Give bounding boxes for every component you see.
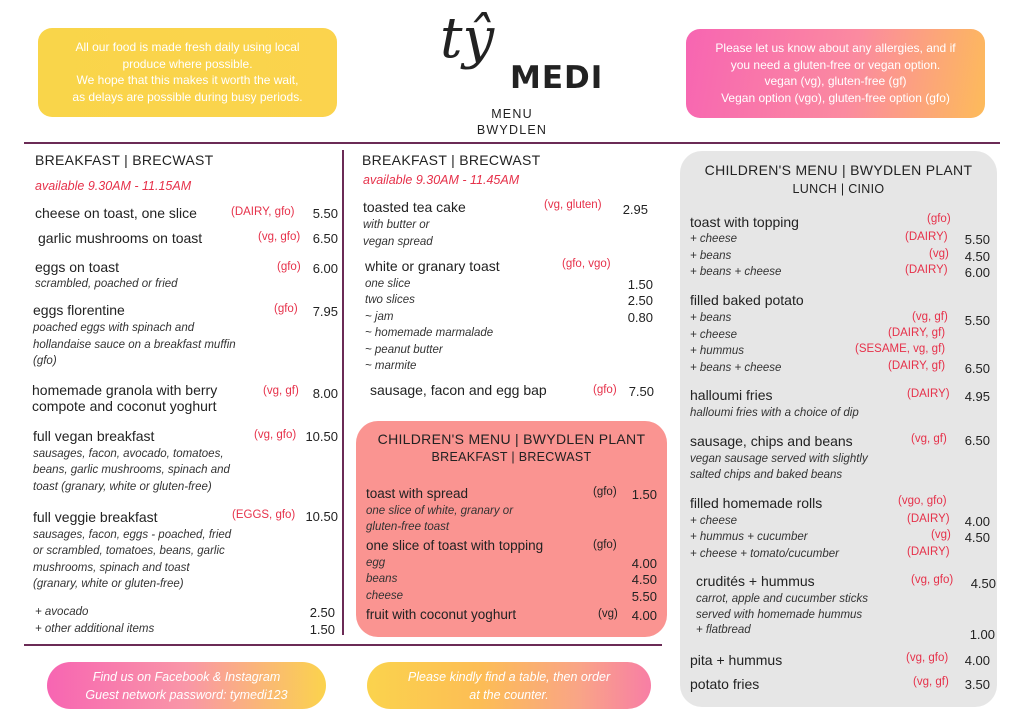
menu-item-description: sausages, facon, eggs - poached, fried: [33, 529, 232, 541]
menu-item-tag: (gfo, vgo): [562, 258, 611, 270]
column-divider: [342, 150, 344, 635]
toast-option-price: 0.80: [627, 310, 653, 325]
menu-item-name: filled homemade rolls: [690, 495, 823, 511]
menu-item-description: sausages, facon, avocado, tomatoes,: [33, 448, 224, 460]
menu-item-price: 1.50: [631, 487, 657, 502]
toast-option: ~ marmite: [365, 360, 417, 372]
topping-option: beans: [366, 573, 398, 585]
filling-option: + beans: [690, 312, 732, 324]
menu-item-description: hollandaise sauce on a breakfast muffin: [33, 339, 236, 351]
menu-item-description: one slice of white, granary or: [366, 505, 514, 517]
menu-item-price: 10.50: [305, 509, 338, 524]
top-divider: [24, 142, 1000, 144]
filling-tag: (SESAME, vg, gf): [855, 343, 946, 355]
menu-item-description: toast (granary, white or gluten-free): [33, 481, 212, 493]
menu-item-name: cheese on toast, one slice: [35, 205, 197, 221]
section-heading: BREAKFAST | BRECWAST: [362, 152, 541, 168]
notice-line: Find us on Facebook & Instagram: [92, 670, 281, 684]
menu-item-tag: (DAIRY, gfo): [231, 206, 295, 218]
menu-item-price: 3.50: [964, 677, 990, 692]
menu-item-tag: (gfo): [927, 213, 951, 225]
section-heading: BREAKFAST | BRECWAST: [35, 152, 214, 168]
menu-item-tag: (vg, gfo): [254, 429, 297, 441]
toast-option-price: 2.50: [627, 293, 653, 308]
menu-item-tag: (vg, gfo): [906, 652, 949, 664]
menu-item-name: white or granary toast: [365, 258, 500, 274]
menu-item-tag: (vg, gf): [911, 433, 947, 445]
menu-item-name: eggs florentine: [33, 302, 125, 318]
menu-item-description: vegan sausage served with slightly: [690, 453, 868, 465]
menu-item-tag: (vg, gf): [263, 385, 299, 397]
freshness-notice: [38, 28, 337, 117]
menu-item-tag: (gfo): [593, 486, 617, 498]
panel-subtitle: LUNCH | CINIO: [792, 182, 885, 196]
menu-item-name: garlic mushrooms on toast: [38, 230, 203, 246]
menu-item-description: (gfo): [33, 355, 57, 367]
notice-line: Please kindly find a table, then order: [407, 670, 611, 684]
menu-item-description: carrot, apple and cucumber sticks: [696, 593, 868, 605]
filling-option: + cheese + tomato/cucumber: [690, 548, 839, 560]
notice-line: you need a gluten-free or vegan option.: [730, 57, 941, 72]
filling-price: 5.50: [964, 313, 990, 328]
toast-option: one slice: [365, 278, 411, 290]
menu-item-name: crudités + hummus: [696, 573, 815, 589]
notice-line: Vegan option (vgo), gluten-free option (gfo): [721, 90, 950, 105]
menu-item-name: full veggie breakfast: [33, 509, 158, 525]
topping-option: + beans: [690, 250, 732, 262]
topping-price: 5.50: [964, 232, 990, 247]
menu-item-description: scrambled, poached or fried: [35, 278, 178, 290]
filling-option: + hummus + cucumber: [690, 531, 808, 543]
filling-option: + cheese: [690, 515, 737, 527]
menu-item-price: 5.50: [312, 206, 338, 221]
menu-item-tag: (vg, gluten): [544, 199, 602, 211]
toast-option: ~ peanut butter: [365, 344, 443, 356]
menu-item-description: vegan spread: [363, 236, 433, 248]
menu-item-tag: (gfo): [277, 261, 301, 273]
menu-item-price: 4.50: [970, 576, 996, 591]
filling-option: + hummus: [690, 345, 745, 357]
menu-item-tag: (DAIRY): [907, 388, 950, 400]
menu-item-tag: (vg, gf): [913, 676, 949, 688]
menu-item-price: 4.00: [964, 653, 990, 668]
panel-title: CHILDREN'S MENU | BWYDLEN PLANT: [704, 162, 973, 178]
ordering-notice: [367, 662, 651, 709]
extra-item: + other additional items: [35, 623, 155, 635]
topping-tag: (vg): [929, 248, 949, 260]
bottom-divider: [24, 644, 662, 646]
availability-note: available 9.30AM - 11.45AM: [363, 173, 520, 187]
notice-line: at the counter.: [469, 688, 549, 702]
menu-item-description: or scrambled, tomatoes, beans, garlic: [33, 545, 225, 557]
filling-tag: (DAIRY): [907, 513, 950, 525]
availability-note: available 9.30AM - 11.15AM: [35, 179, 192, 193]
filling-price: 6.50: [964, 361, 990, 376]
toast-option-price: 1.50: [627, 277, 653, 292]
topping-option: cheese: [366, 590, 404, 602]
menu-item-name: toast with spread: [366, 486, 469, 501]
menu-item-description: halloumi fries with a choice of dip: [690, 407, 859, 419]
social-notice: [47, 662, 326, 709]
menu-item-name: sausage, facon and egg bap: [370, 382, 547, 398]
menu-item-price: 6.50: [964, 433, 990, 448]
extra-price: 1.50: [309, 622, 335, 637]
notice-line: All our food is made fresh daily using local: [75, 40, 300, 54]
menu-item-name: eggs on toast: [35, 259, 120, 275]
menu-item-description: served with homemade hummus: [696, 609, 863, 621]
menu-item-tag: (EGGS, gfo): [232, 509, 296, 521]
filling-tag: (DAIRY): [907, 546, 950, 558]
menu-item-tag: (vgo, gfo): [898, 495, 947, 507]
menu-item-name: potato fries: [690, 676, 760, 692]
panel-title: CHILDREN'S MENU | BWYDLEN PLANT: [377, 431, 646, 447]
menu-item-description: salted chips and baked beans: [690, 469, 843, 481]
menu-item-name: toast with topping: [690, 214, 799, 230]
extra-item: + avocado: [35, 606, 89, 618]
notice-line: vegan (vg), gluten-free (gf): [764, 74, 907, 88]
menu-item-name: pita + hummus: [690, 652, 783, 668]
topping-option: egg: [366, 557, 386, 569]
notice-line: Please let us know about any allergies, and if: [715, 41, 956, 55]
menu-item-price: 1.00: [969, 627, 995, 642]
menu-item-description: mushrooms, spinach and toast: [33, 562, 190, 574]
filling-tag: (DAIRY, gf): [888, 327, 946, 339]
menu-item-name: toasted tea cake: [363, 199, 466, 215]
notice-line: Guest network password: tymedi123: [85, 688, 288, 702]
topping-tag: (DAIRY): [905, 264, 948, 276]
menu-item-price: 7.95: [312, 304, 338, 319]
menu-item-name: sausage, chips and beans: [690, 433, 853, 449]
panel-subtitle: BREAKFAST | BRECWAST: [431, 450, 592, 464]
allergy-notice: [686, 29, 985, 118]
menu-item-tag: (gfo): [593, 384, 617, 396]
filling-tag: (vg, gf): [912, 311, 948, 323]
menu-item-price: 10.50: [305, 429, 338, 444]
filling-price: 4.00: [964, 514, 990, 529]
topping-price: 6.00: [964, 265, 990, 280]
menu-item-description: poached eggs with spinach and: [33, 322, 195, 334]
menu-item-tag: (gfo): [593, 539, 617, 551]
topping-option: + beans + cheese: [690, 266, 782, 278]
extra-price: 2.50: [309, 605, 335, 620]
menu-item-price: 7.50: [628, 384, 654, 399]
logo-script: tŷ: [440, 6, 495, 71]
topping-tag: (DAIRY): [905, 231, 948, 243]
menu-item-description: (granary, white or gluten-free): [33, 578, 184, 590]
menu-item-tag: (vg): [598, 608, 618, 620]
menu-item-name: full vegan breakfast: [33, 428, 155, 444]
menu-item-tag: (gfo): [274, 303, 298, 315]
topping-price: 4.50: [964, 249, 990, 264]
filling-option: + cheese: [690, 329, 737, 341]
filling-tag: (DAIRY, gf): [888, 360, 946, 372]
menu-item-price: 2.95: [622, 202, 648, 217]
notice-line: as delays are possible during busy periods.: [72, 89, 303, 104]
topping-price: 4.50: [631, 572, 657, 587]
toast-option: ~ jam: [365, 311, 394, 323]
menu-item-price: 6.50: [312, 231, 338, 246]
logo-wordmark: MEDI: [510, 60, 604, 96]
notice-line: produce where possible.: [122, 56, 253, 71]
menu-item-price: 6.00: [312, 261, 338, 276]
toast-option: two slices: [365, 294, 415, 306]
menu-item-name: fruit with coconut yoghurt: [366, 607, 517, 622]
menu-item-price: 4.95: [964, 389, 990, 404]
notice-line: We hope that this makes it worth the wait,: [76, 73, 299, 87]
menu-item-name: filled baked potato: [690, 292, 804, 308]
menu-item-price: 4.00: [631, 608, 657, 623]
menu-item-description: + flatbread: [696, 624, 751, 636]
menu-item-price: 8.00: [312, 386, 338, 401]
topping-price: 4.00: [631, 556, 657, 571]
filling-price: 4.50: [964, 530, 990, 545]
topping-option: + cheese: [690, 233, 737, 245]
menu-item-name: one slice of toast with topping: [366, 538, 544, 553]
menu-item-description: beans, garlic mushrooms, spinach and: [33, 464, 230, 476]
menu-item-name: homemade granola with berry: [32, 382, 218, 398]
menu-item-tag: (vg, gfo): [258, 231, 301, 243]
menu-item-tag: (vg, gfo): [911, 574, 954, 586]
toast-option: ~ homemade marmalade: [365, 327, 494, 339]
filling-tag: (vg): [931, 529, 951, 541]
menu-item-description: with butter or: [363, 219, 430, 231]
menu-item-description: gluten-free toast: [366, 521, 450, 533]
menu-item-name: halloumi fries: [690, 387, 773, 403]
topping-price: 5.50: [631, 589, 657, 604]
menu-title: MENU: [491, 107, 533, 121]
menu-title-welsh: BWYDLEN: [476, 123, 548, 137]
menu-item-name: compote and coconut yoghurt: [32, 398, 217, 414]
filling-option: + beans + cheese: [690, 362, 782, 374]
